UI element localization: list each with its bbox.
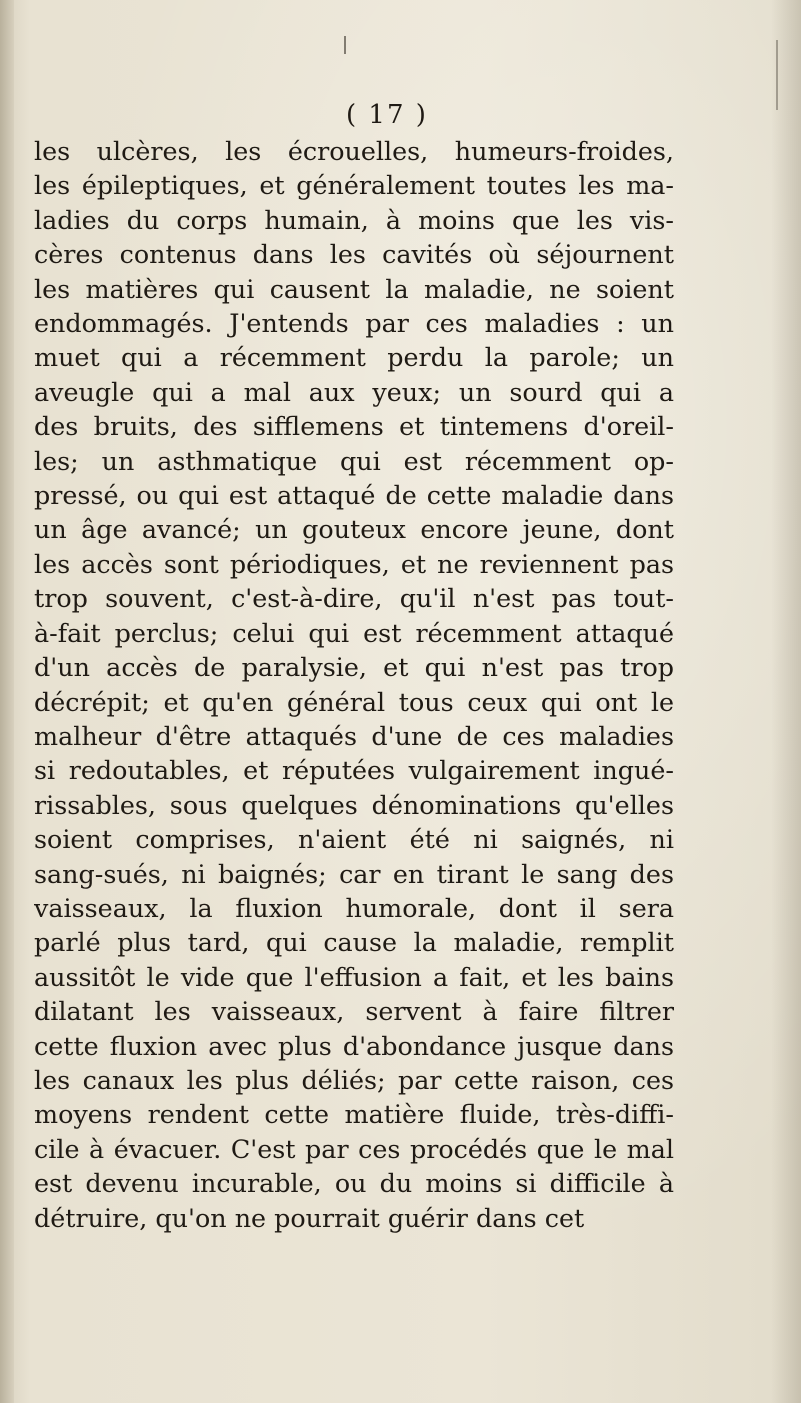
text-line: soient comprises, n'aient été ni saignés, ni — [34, 824, 674, 855]
text-line: endommagés. J'entends par ces maladies : un — [34, 308, 674, 339]
text-line: les canaux les plus déliés; par cette raison, ces — [34, 1064, 674, 1095]
text-line: ladies du corps humain, à moins que les vis- — [34, 204, 674, 235]
text-line: dilatant les vaisseaux, servent à faire filtrer — [34, 996, 674, 1027]
text-line: un âge avancé; un gouteux encore jeune, dont — [34, 514, 674, 545]
text-line: moyens rendent cette matière fluide, très-diffi- — [34, 1099, 674, 1130]
text-line: les accès sont périodiques, et ne reviennent pas — [34, 548, 674, 579]
text-line: vaisseaux, la fluxion humorale, dont il sera — [34, 892, 674, 923]
text-line: si redoutables, et réputées vulgairement ingué- — [34, 755, 674, 786]
text-line: malheur d'être attaqués d'une de ces maladies — [34, 720, 674, 751]
text-line: muet qui a récemment perdu la parole; un — [34, 342, 674, 373]
text-line: les; un asthmatique qui est récemment op- — [34, 445, 674, 476]
text-line: aveugle qui a mal aux yeux; un sourd qui a — [34, 376, 674, 407]
text-line: cette fluxion avec plus d'abondance jusque dans — [34, 1030, 674, 1061]
text-line: sang-sués, ni baignés; car en tirant le sang des — [34, 858, 674, 889]
text-line: décrépit; et qu'en général tous ceux qui ont le — [34, 686, 674, 717]
stray-ink-mark — [344, 36, 346, 54]
text-line: parlé plus tard, qui cause la maladie, remplit — [34, 927, 674, 958]
text-line: les épileptiques, et généralement toutes les ma- — [34, 170, 674, 201]
stray-ink-mark — [776, 40, 778, 110]
text-line: pressé, ou qui est attaqué de cette maladie dans — [34, 480, 674, 511]
text-line: à-fait perclus; celui qui est récemment attaqué — [34, 617, 674, 648]
text-line: cile à évacuer. C'est par ces procédés que le mal — [34, 1133, 674, 1164]
text-line: aussitôt le vide que l'effusion a fait, et les bains — [34, 961, 674, 992]
text-line: trop souvent, c'est-à-dire, qu'il n'est pas tout- — [34, 583, 674, 614]
page-edge-shadow — [771, 0, 801, 1403]
page-gutter-shadow — [0, 0, 14, 1403]
body-text — [34, 134, 674, 1235]
text-line: détruire, qu'on ne pourrait guérir dans cet — [34, 1202, 585, 1233]
text-line: des bruits, des sifflemens et tintemens d'oreil- — [34, 411, 674, 442]
text-line: d'un accès de paralysie, et qui n'est pas trop — [34, 652, 674, 683]
text-line: les matières qui causent la maladie, ne soient — [34, 273, 674, 304]
page-number: ( 17 ) — [346, 100, 428, 130]
text-line: cères contenus dans les cavités où séjournent — [34, 239, 674, 270]
text-line: rissables, sous quelques dénominations qu'elles — [34, 789, 674, 820]
text-line: est devenu incurable, ou du moins si difficile à — [34, 1168, 674, 1199]
text-line: les ulcères, les écrouelles, humeurs-froides, — [34, 136, 674, 166]
